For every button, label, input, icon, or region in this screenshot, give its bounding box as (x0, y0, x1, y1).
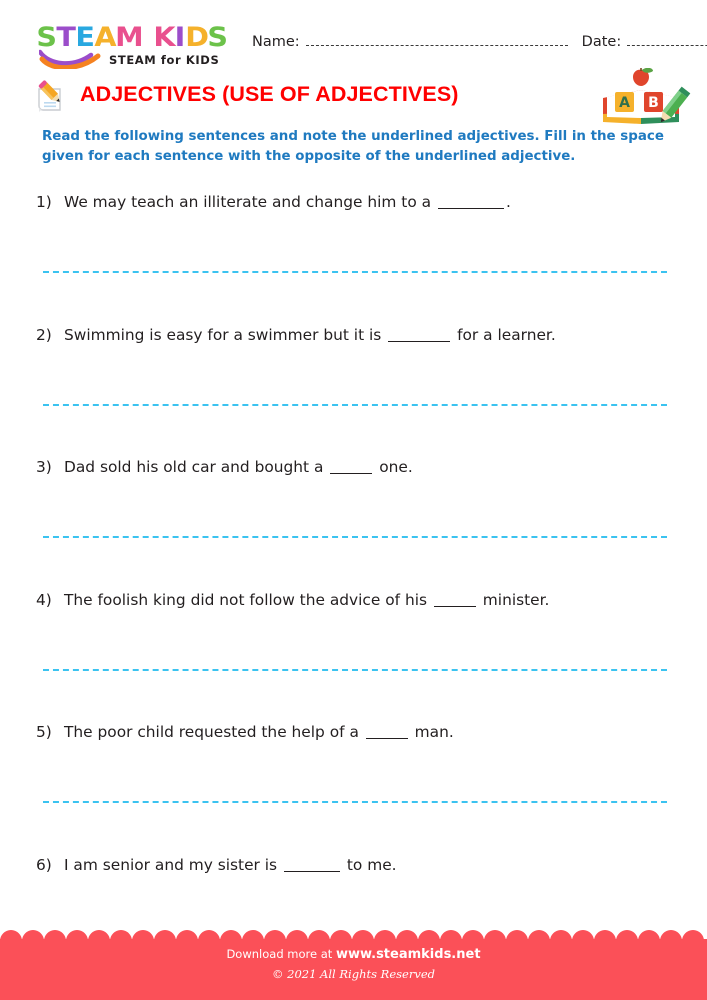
logo-tagline: STEAM for KIDS (109, 53, 220, 67)
svg-text:A: A (619, 95, 630, 111)
question-text (36, 326, 556, 344)
question-number: 2) (36, 325, 52, 344)
question-number: 6) (36, 855, 52, 874)
logo-letter (143, 24, 154, 52)
question-suffix: minister. (477, 590, 550, 609)
worksheet-title-row (0, 76, 707, 124)
question-text (36, 723, 454, 741)
logo-wordmark (37, 24, 228, 52)
question-prefix: I am senior and my sister is (64, 855, 282, 874)
question-text (36, 193, 511, 211)
question-prefix: The foolish king did not follow the advice of his (64, 590, 432, 609)
logo-letter: A (94, 22, 117, 53)
answer-blank[interactable] (330, 473, 372, 474)
footer-body (0, 939, 707, 1000)
answer-blank[interactable] (438, 208, 504, 209)
answer-blank[interactable] (434, 606, 476, 607)
question-suffix: one. (374, 458, 413, 476)
questions-list (0, 193, 707, 988)
page-title: ADJECTIVES (USE OF ADJECTIVES) (80, 82, 459, 106)
question-number: 4) (36, 590, 52, 609)
logo-letter: S (207, 22, 229, 53)
footer-download-prefix: Download more at (226, 947, 333, 961)
logo-letter: K (152, 22, 176, 53)
page-header (0, 24, 707, 70)
name-date-fields (252, 34, 682, 60)
question-text (36, 856, 397, 874)
name-input[interactable] (306, 44, 568, 46)
logo-letter: I (174, 22, 186, 53)
question-text (36, 591, 549, 609)
question-suffix: . (505, 193, 511, 211)
question-suffix: for a learner. (452, 325, 556, 344)
question-separator (43, 536, 667, 538)
svg-text:B: B (648, 95, 659, 111)
brand-logo (37, 24, 229, 70)
question-separator (43, 801, 667, 803)
question-separator (43, 271, 667, 273)
footer-copyright: © 2021 All Rights Reserved (271, 967, 435, 981)
question-row (0, 193, 707, 326)
question-prefix: The poor child requested the help of a (64, 723, 364, 741)
date-label: Date: (581, 34, 622, 50)
instructions-text: Read the following sentences and note the underlined adjectives. Fill in the space given for each sentence with the opposite of the underlined adjective. (42, 129, 664, 164)
footer-download-line (0, 947, 707, 962)
logo-letter: M (115, 22, 145, 53)
question-row (0, 326, 707, 459)
question-suffix: to me. (341, 855, 397, 874)
question-number: 3) (36, 458, 52, 476)
logo-letter: D (184, 22, 210, 53)
logo-swoosh-icon (39, 49, 101, 69)
question-number: 1) (36, 193, 52, 211)
date-input[interactable] (627, 44, 707, 46)
question-prefix: We may teach an illiterate and change him to a (64, 193, 436, 211)
question-prefix: Dad sold his old car and bought a (64, 458, 329, 476)
logo-letter: S (36, 22, 58, 53)
pencil-note-icon (30, 78, 70, 118)
answer-blank[interactable] (388, 341, 450, 342)
question-suffix: man. (409, 723, 454, 741)
question-prefix: Swimming is easy for a swimmer but it is (64, 325, 387, 344)
question-row (0, 458, 707, 591)
question-separator (43, 669, 667, 671)
question-row (0, 591, 707, 724)
abc-book-icon (597, 68, 693, 130)
name-label: Name: (252, 34, 300, 50)
footer-site-link[interactable]: www.steamkids.net (335, 947, 481, 962)
page-footer (0, 928, 707, 1000)
answer-blank[interactable] (366, 738, 408, 739)
answer-blank[interactable] (284, 871, 340, 872)
question-row (0, 723, 707, 856)
question-text (36, 458, 413, 476)
question-separator (43, 404, 667, 406)
logo-letter: E (75, 22, 96, 53)
logo-letter: T (56, 22, 77, 53)
question-number: 5) (36, 723, 52, 741)
